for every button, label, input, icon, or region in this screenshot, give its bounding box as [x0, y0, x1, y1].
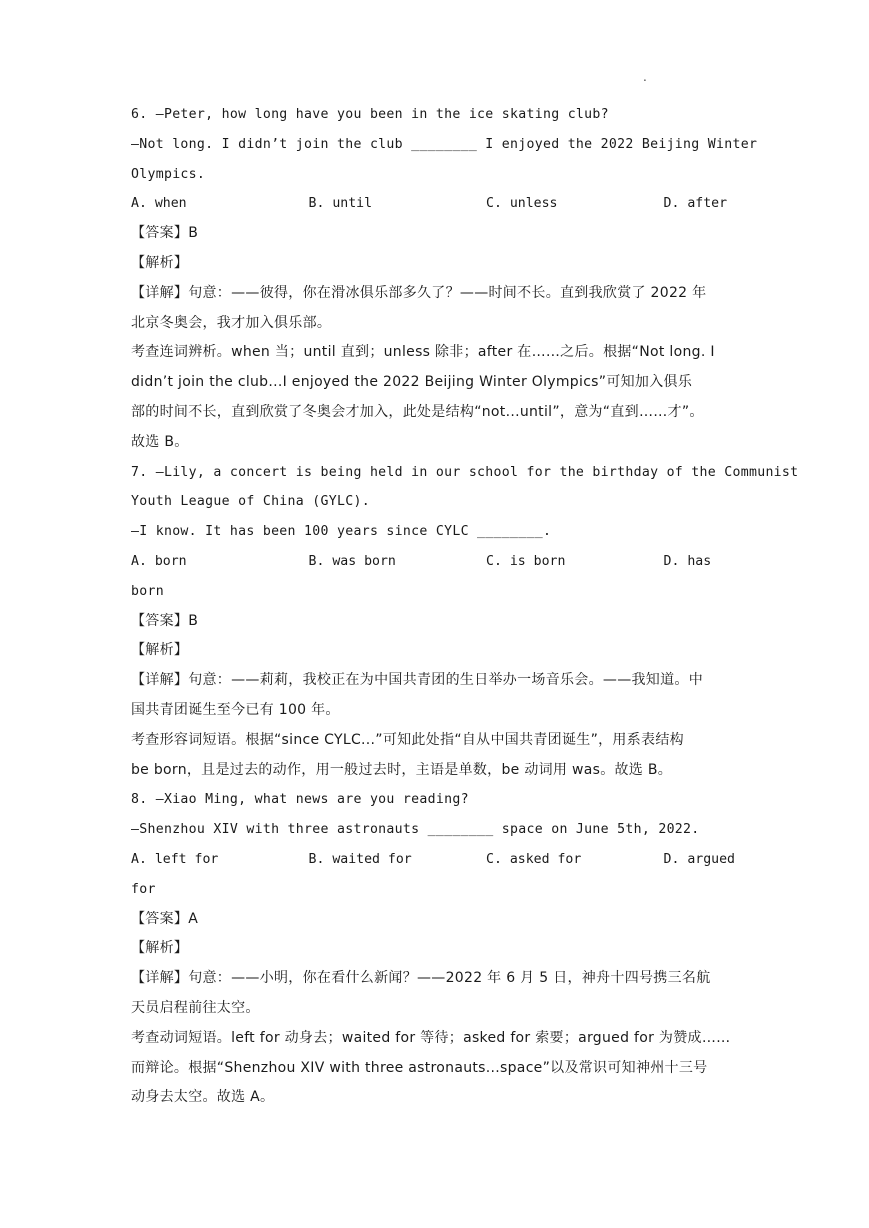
- question-6: [131, 100, 758, 458]
- header-mark: .: [643, 70, 647, 84]
- detail-line: 而辩论。根据“Shenzhou XIV with three astronauts...space”以及常识可知神州十三号: [131, 1059, 708, 1076]
- detail-line: 国共青团诞生至今已有 100 年。: [131, 701, 340, 718]
- question-line: —I know. It has been 100 years since CYLC ________.: [131, 524, 552, 540]
- option-d: D. has: [663, 553, 712, 569]
- detail-line: 故选 B。: [131, 433, 189, 450]
- options-row: [131, 547, 739, 577]
- option-wrap: for: [131, 881, 156, 897]
- question-line: Olympics.: [131, 166, 206, 182]
- detail-line: 【详解】句意：——小明，你在看什么新闻？——2022 年 6 月 5 日，神舟十四号携三名航: [131, 970, 711, 987]
- detail-line: 考查动词短语。left for 动身去；waited for 等待；asked for 索要；argued for 为赞成……: [131, 1029, 731, 1046]
- detail-line: 部的时间不长，直到欣赏了冬奥会才加入，此处是结构“not...until”，意为“直到……才”。: [131, 403, 704, 420]
- options-row: [131, 845, 739, 875]
- options-row: [131, 189, 739, 219]
- option-b: B. waited for: [308, 851, 412, 867]
- option-d: D. argued: [663, 851, 735, 867]
- detail-line: be born，且是过去的动作，用一般过去时，主语是单数，be 动词用 was。故选 B。: [131, 761, 673, 778]
- detail-line: 【详解】句意：——莉莉，我校正在为中国共青团的生日举办一场音乐会。——我知道。中: [131, 672, 703, 689]
- option-a: A. born: [131, 553, 187, 569]
- option-c: C. unless: [486, 196, 558, 212]
- option-d: D. after: [663, 196, 728, 212]
- option-c: C. asked for: [486, 851, 582, 867]
- analysis-label: 【解析】: [131, 254, 189, 271]
- detail-line: 考查形容词短语。根据“since CYLC...”可知此处指“自从中国共青团诞生”，用系表结构: [131, 731, 684, 748]
- detail-line: 考查连词辨析。when 当；until 直到；unless 除非；after 在……之后。根据“Not long. I: [131, 344, 715, 361]
- detail-line: 北京冬奥会，我才加入俱乐部。: [131, 314, 332, 331]
- question-line: Youth League of China (GYLC).: [131, 494, 370, 510]
- option-wrap: born: [131, 583, 164, 599]
- detail-line: 动身去太空。故选 A。: [131, 1089, 275, 1106]
- question-line: 8. —Xiao Ming, what news are you reading?: [131, 792, 469, 808]
- question-line: 6. —Peter, how long have you been in the ice skating club?: [131, 107, 609, 122]
- question-7: [131, 458, 799, 786]
- option-a: A. left for: [131, 851, 219, 867]
- detail-line: didn’t join the club...I enjoyed the 2022 Beijing Winter Olympics”可知加入俱乐: [131, 374, 693, 391]
- question-line: —Not long. I didn’t join the club ________ I enjoyed the 2022 Beijing Winter: [131, 136, 758, 152]
- option-a: A. when: [131, 196, 187, 212]
- answer-label: 【答案】A: [131, 910, 199, 927]
- detail-line: 天员启程前往太空。: [131, 999, 260, 1016]
- document-body: [131, 100, 799, 1113]
- option-c: C. is born: [486, 553, 566, 569]
- question-line: 7. —Lily, a concert is being held in our school for the birthday of the Communist: [131, 464, 799, 480]
- option-b: B. until: [308, 196, 373, 212]
- question-8: [131, 785, 739, 1113]
- question-line: —Shenzhou XIV with three astronauts ________ space on June 5th, 2022.: [131, 822, 700, 838]
- answer-label: 【答案】B: [131, 612, 199, 629]
- answer-label: 【答案】B: [131, 225, 199, 242]
- analysis-label: 【解析】: [131, 940, 189, 957]
- analysis-label: 【解析】: [131, 642, 189, 659]
- detail-line: 【详解】句意：——彼得，你在滑冰俱乐部多久了？——时间不长。直到我欣赏了 2022 年: [131, 284, 707, 301]
- option-b: B. was born: [308, 553, 396, 569]
